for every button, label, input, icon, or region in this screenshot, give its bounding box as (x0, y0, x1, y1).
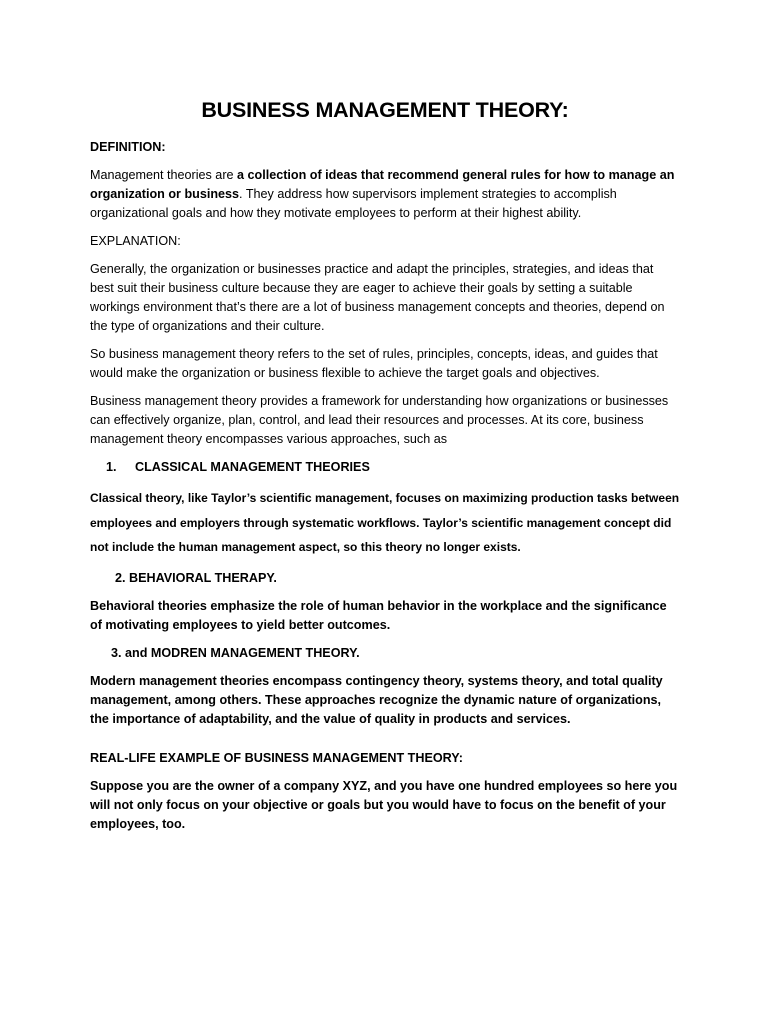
document-title: BUSINESS MANAGEMENT THEORY: (201, 98, 569, 122)
example-heading: REAL-LIFE EXAMPLE OF BUSINESS MANAGEMENT THEORY: (90, 750, 463, 765)
explanation-heading: EXPLANATION: (90, 234, 181, 248)
definition-bold-text: a collection of ideas that recommend general rules for how to manage an organization or business (90, 168, 675, 201)
document-body (90, 96, 680, 843)
definition-text-end: . They address how supervisors implement strategies to accomplish organizational goals and how they motivate employees to perform at their highest ability. (90, 187, 617, 220)
classical-paragraph: Classical theory, like Taylor’s scientific management, focuses on maximizing production tasks between employees and employers through systematic workflows. Taylor’s scientific management concept did not include the human management aspect, so this theory no longer exists. (90, 491, 680, 554)
definition-heading: DEFINITION: (90, 140, 166, 154)
classical-heading (90, 458, 680, 477)
modern-paragraph: Modern management theories encompass contingency theory, systems theory, and total quality management, among others. These approaches recognize the dynamic nature of organizations, the importance of adaptability, and the value of quality in products and services. (90, 673, 663, 726)
behavioral-paragraph: Behavioral theories emphasize the role of human behavior in the workplace and the significance of motivating employees to yield better outcomes. (90, 598, 667, 632)
explanation-paragraph-2: So business management theory refers to the set of rules, principles, concepts, ideas, and guides that would make the organization or business flexible to achieve the target goals and objectives. (90, 347, 658, 380)
explanation-paragraph-1: Generally, the organization or businesses practice and adapt the principles, strategies, and ideas that best suit their business culture because they are eager to achieve their goals by setting a suitable workings environment that’s there are a lot of business management concepts and theories, depend on the type of organizations and their culture. (90, 262, 665, 333)
definition-paragraph (90, 166, 680, 223)
classical-number: 1. (106, 460, 117, 474)
explanation-paragraph-3: Business management theory provides a framework for understanding how organizations or businesses can effectively organize, plan, control, and lead their resources and processes. At its core, business management theory encompasses various approaches, such as (90, 394, 669, 446)
example-paragraph: Suppose you are the owner of a company XYZ, and you have one hundred employees so here you will not only focus on your objective or goals but you would have to focus on the benefit of your employees, too. (90, 778, 678, 831)
classical-heading-text: CLASSICAL MANAGEMENT THEORIES (135, 460, 370, 474)
definition-text-start: Management theories are (90, 168, 238, 182)
modern-heading: 3. and MODREN MANAGEMENT THEORY. (111, 645, 360, 660)
behavioral-heading: 2. BEHAVIORAL THERAPY. (115, 570, 277, 585)
